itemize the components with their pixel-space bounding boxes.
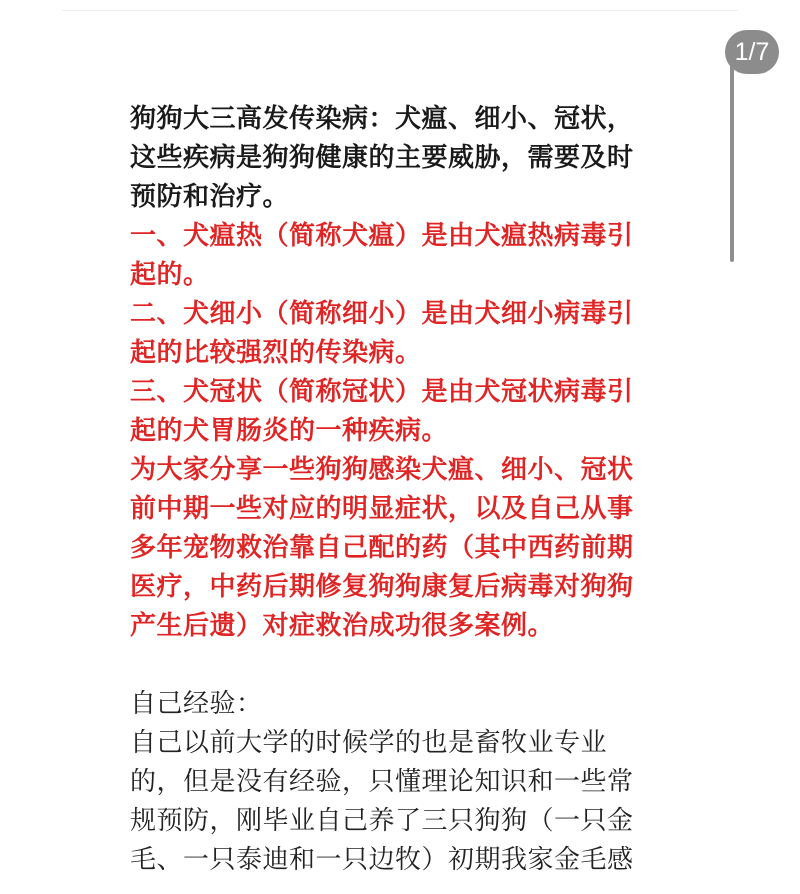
highlight-line: 三、犬冠状（简称冠状）是由犬冠状病毒引 [130, 377, 634, 407]
intro-line: 狗狗大三高发传染病：犬瘟、细小、冠状， [130, 104, 634, 134]
highlight-line: 为大家分享一些狗狗感染犬瘟、细小、冠状 [130, 455, 634, 485]
intro-line: 这些疾病是狗狗健康的主要威胁，需要及时 [130, 143, 634, 173]
highlight-line: 起的犬胃肠炎的一种疾病。 [130, 416, 449, 446]
highlight-line: 起的比较强烈的传染病。 [130, 338, 422, 368]
paragraph-spacer [130, 646, 690, 685]
experience-heading: 自己经验： [130, 689, 263, 719]
highlight-line: 产生后遗）对症救治成功很多案例。 [130, 611, 555, 641]
article-body [130, 100, 690, 880]
scrollbar-thumb[interactable] [730, 55, 734, 262]
intro-paragraph [130, 100, 690, 217]
highlight-line: 医疗，中药后期修复狗狗康复后病毒对狗狗 [130, 572, 634, 602]
experience-line: 规预防，刚毕业自己养了三只狗狗（一只金 [130, 806, 634, 836]
page-indicator: 1/7 [725, 30, 779, 74]
highlight-line: 一、犬瘟热（简称犬瘟）是由犬瘟热病毒引 [130, 221, 634, 251]
experience-paragraph [130, 685, 690, 880]
highlight-line: 多年宠物救治靠自己配的药（其中西药前期 [130, 533, 634, 563]
experience-line: 自己以前大学的时候学的也是畜牧业专业 [130, 728, 608, 758]
experience-line: 毛、一只泰迪和一只边牧）初期我家金毛感 [130, 845, 634, 875]
highlight-paragraph [130, 217, 690, 646]
experience-line: 的，但是没有经验，只懂理论知识和一些常 [130, 767, 634, 797]
top-divider [62, 10, 738, 11]
highlight-line: 起的。 [130, 260, 210, 290]
highlight-line: 前中期一些对应的明显症状，以及自己从事 [130, 494, 634, 524]
intro-line: 预防和治疗。 [130, 182, 290, 212]
highlight-line: 二、犬细小（简称细小）是由犬细小病毒引 [130, 299, 634, 329]
